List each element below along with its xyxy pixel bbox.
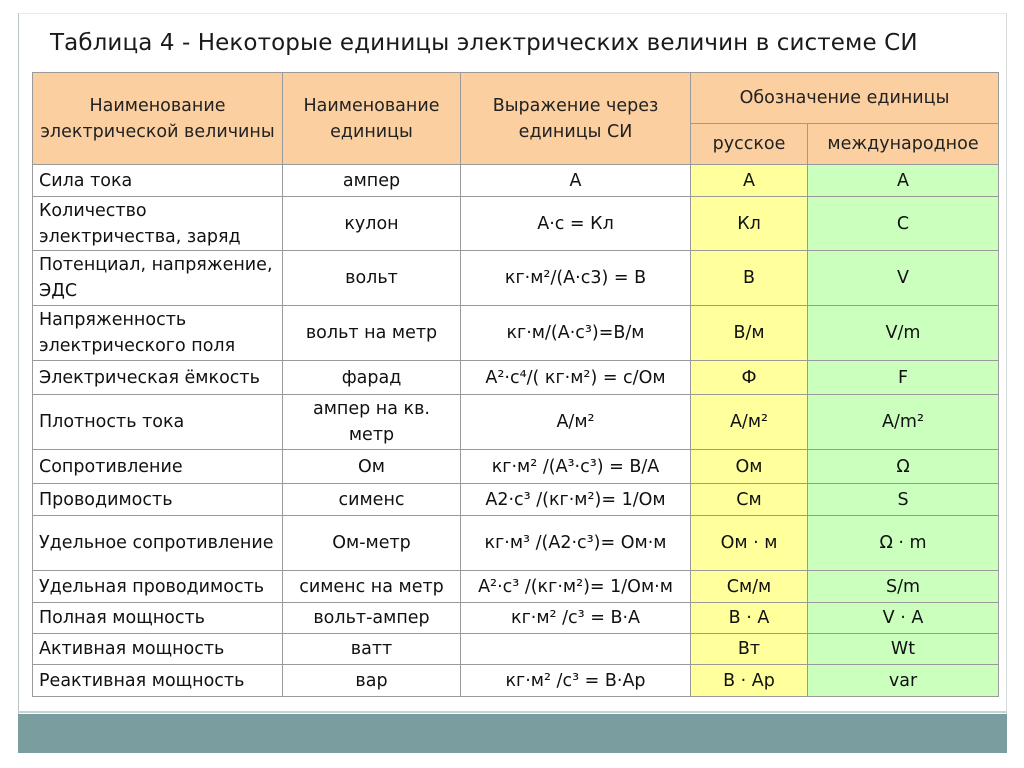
cell-unit: сименс на метр <box>283 571 461 603</box>
cell-unit: фарад <box>283 361 461 395</box>
cell-expression: кг·м² /(А³·с³) = В/А <box>461 450 691 484</box>
header-unit: Наименование единицы <box>283 73 461 165</box>
table-row <box>33 165 999 197</box>
cell-unit: сименс <box>283 484 461 516</box>
cell-quantity: Активная мощность <box>33 634 283 665</box>
cell-russian: В · А <box>691 603 808 634</box>
cell-russian: В · Ар <box>691 665 808 697</box>
cell-russian: А <box>691 165 808 197</box>
slide-footer-band <box>18 714 1007 753</box>
cell-unit: ватт <box>283 634 461 665</box>
cell-russian: Кл <box>691 197 808 251</box>
cell-russian: Ом · м <box>691 516 808 571</box>
cell-quantity: Реактивная мощность <box>33 665 283 697</box>
cell-international: V <box>808 251 999 306</box>
units-table <box>32 72 999 697</box>
cell-international: A/m² <box>808 395 999 450</box>
cell-expression: А²·с³ /(кг·м²)= 1/Ом·м <box>461 571 691 603</box>
cell-quantity: Полная мощность <box>33 603 283 634</box>
cell-quantity: Напряженность электрического поля <box>33 306 283 361</box>
cell-international: S/m <box>808 571 999 603</box>
table-row <box>33 484 999 516</box>
cell-expression: А/м² <box>461 395 691 450</box>
cell-expression <box>461 634 691 665</box>
cell-expression: кг·м/(А·с³)=В/м <box>461 306 691 361</box>
cell-quantity: Сопротивление <box>33 450 283 484</box>
cell-quantity: Проводимость <box>33 484 283 516</box>
cell-expression: кг·м² /с³ = В·Ар <box>461 665 691 697</box>
cell-russian: См/м <box>691 571 808 603</box>
cell-quantity: Удельная проводимость <box>33 571 283 603</box>
table-row <box>33 516 999 571</box>
cell-international: C <box>808 197 999 251</box>
cell-russian: А/м² <box>691 395 808 450</box>
cell-unit: ампер на кв. метр <box>283 395 461 450</box>
cell-unit: вольт <box>283 251 461 306</box>
header-designation: Обозначение единицы <box>691 73 999 124</box>
table-row <box>33 665 999 697</box>
cell-russian: Ом <box>691 450 808 484</box>
cell-unit: ампер <box>283 165 461 197</box>
cell-expression: А²·с⁴/( кг·м²) = с/Ом <box>461 361 691 395</box>
table-row <box>33 361 999 395</box>
cell-unit: Ом <box>283 450 461 484</box>
cell-expression: кг·м² /с³ = В·А <box>461 603 691 634</box>
cell-unit: вар <box>283 665 461 697</box>
cell-expression: A <box>461 165 691 197</box>
table-row <box>33 571 999 603</box>
cell-international: Ω · m <box>808 516 999 571</box>
table-row <box>33 603 999 634</box>
cell-russian: См <box>691 484 808 516</box>
header-quantity: Наименование электрической величины <box>33 73 283 165</box>
cell-expression: A·c = Кл <box>461 197 691 251</box>
cell-quantity: Удельное сопротивление <box>33 516 283 571</box>
cell-russian: В <box>691 251 808 306</box>
table-row <box>33 395 999 450</box>
cell-russian: Ф <box>691 361 808 395</box>
table-row <box>33 450 999 484</box>
cell-unit: Ом-метр <box>283 516 461 571</box>
cell-international: A <box>808 165 999 197</box>
cell-expression: кг·м²/(А·с3) = В <box>461 251 691 306</box>
cell-quantity: Сила тока <box>33 165 283 197</box>
cell-international: V/m <box>808 306 999 361</box>
header-russian: русское <box>691 124 808 165</box>
slide-divider <box>18 711 1007 713</box>
cell-quantity: Плотность тока <box>33 395 283 450</box>
cell-international: V · A <box>808 603 999 634</box>
slide-title: Таблица 4 - Некоторые единицы электрических величин в системе СИ <box>50 30 918 56</box>
cell-expression: кг·м³ /(А2·с³)= Ом·м <box>461 516 691 571</box>
cell-international: Ω <box>808 450 999 484</box>
cell-international: F <box>808 361 999 395</box>
header-expression: Выражение через единицы СИ <box>461 73 691 165</box>
table-row <box>33 251 999 306</box>
table-row <box>33 634 999 665</box>
header-international: международное <box>808 124 999 165</box>
cell-quantity: Количество электричества, заряд <box>33 197 283 251</box>
cell-international: S <box>808 484 999 516</box>
cell-russian: Вт <box>691 634 808 665</box>
cell-unit: вольт на метр <box>283 306 461 361</box>
table-row <box>33 197 999 251</box>
cell-quantity: Электрическая ёмкость <box>33 361 283 395</box>
cell-unit: кулон <box>283 197 461 251</box>
cell-international: Wt <box>808 634 999 665</box>
cell-unit: вольт-ампер <box>283 603 461 634</box>
cell-russian: В/м <box>691 306 808 361</box>
cell-quantity: Потенциал, напряжение, ЭДС <box>33 251 283 306</box>
table-row <box>33 306 999 361</box>
cell-expression: А2·с³ /(кг·м²)= 1/Ом <box>461 484 691 516</box>
cell-international: var <box>808 665 999 697</box>
